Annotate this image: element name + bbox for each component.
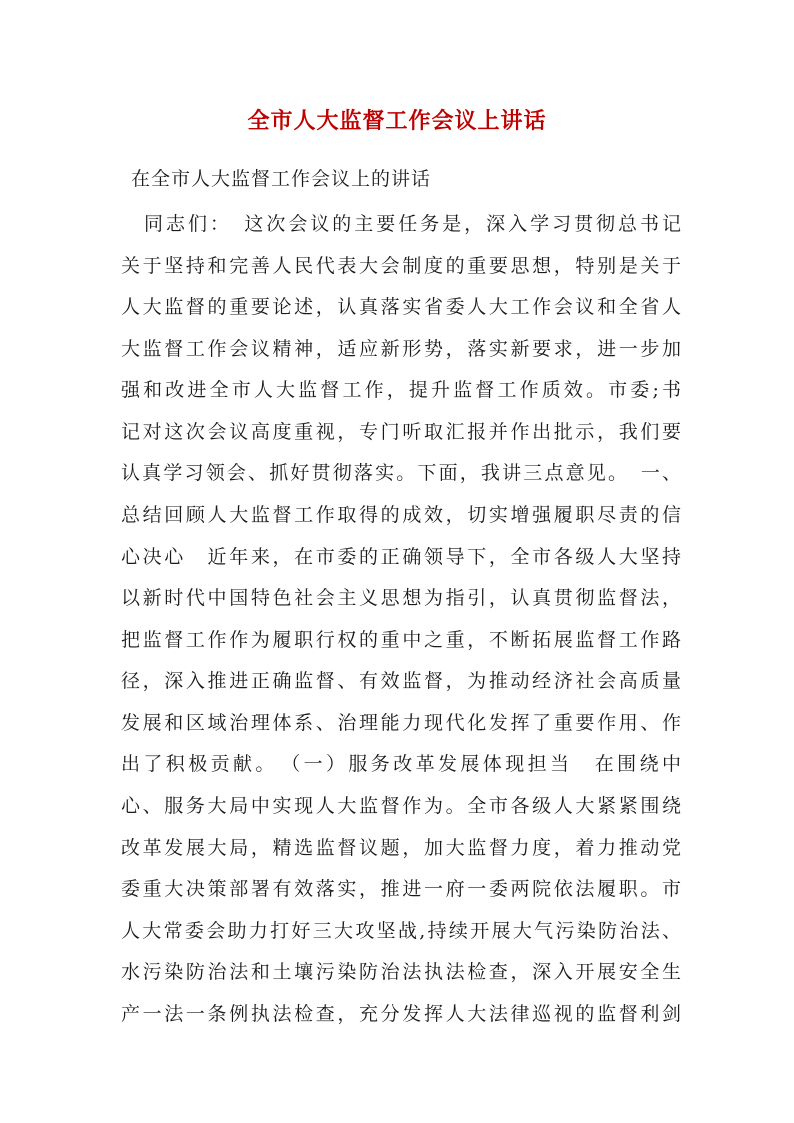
document-title: 全市人大监督工作会议上讲话 — [247, 108, 547, 134]
paragraph-line: 委重大决策部署有效落实，推进一府一委两院依法履职。市 — [121, 878, 681, 900]
paragraph-line: 人大常委会助力打好三大攻坚战,持续开展大气污染防治法、 — [121, 920, 681, 942]
document-subtitle: 在全市人大监督工作会议上的讲话 — [131, 168, 432, 190]
paragraph-line: 把监督工作作为履职行权的重中之重，不断拓展监督工作路 — [121, 629, 681, 651]
paragraph-line: 记对这次会议高度重视，专门听取汇报并作出批示，我们要 — [121, 421, 681, 443]
paragraph-line: 心决心 近年来，在市委的正确领导下，全市各级人大坚持 — [121, 546, 681, 568]
paragraph-line: 人大监督的重要论述，认真落实省委人大工作会议和全省人 — [121, 296, 681, 318]
paragraph-line: 同志们： 这次会议的主要任务是，深入学习贯彻总书记 — [144, 213, 681, 235]
paragraph-line: 水污染防治法和土壤污染防治法执法检查，深入开展安全生 — [121, 961, 681, 983]
paragraph-line: 发展和区域治理体系、治理能力现代化发挥了重要作用、作 — [121, 712, 681, 734]
paragraph-line: 大监督工作会议精神，适应新形势，落实新要求，进一步加 — [121, 338, 681, 360]
paragraph-line: 心、服务大局中实现人大监督作为。全市各级人大紧紧围绕 — [121, 795, 681, 817]
paragraph-line: 径，深入推进正确监督、有效监督，为推动经济社会高质量 — [121, 670, 681, 692]
paragraph-line: 以新时代中国特色社会主义思想为指引，认真贯彻监督法， — [121, 587, 681, 609]
paragraph-line: 出了积极贡献。 （一）服务改革发展体现担当 在围绕中 — [121, 753, 681, 775]
paragraph-line: 改革发展大局，精选监督议题，加大监督力度，着力推动党 — [121, 837, 681, 859]
paragraph-line: 总结回顾人大监督工作取得的成效，切实增强履职尽责的信 — [121, 504, 681, 526]
paragraph-line: 关于坚持和完善人民代表大会制度的重要思想，特别是关于 — [121, 255, 681, 277]
paragraph-line: 产一法一条例执法检查，充分发挥人大法律巡视的监督利剑 — [121, 1003, 681, 1025]
paragraph-line: 强和改进全市人大监督工作，提升监督工作质效。市委;书 — [121, 379, 681, 401]
paragraph-line: 认真学习领会、抓好贯彻落实。下面，我讲三点意见。 一、 — [121, 462, 681, 484]
